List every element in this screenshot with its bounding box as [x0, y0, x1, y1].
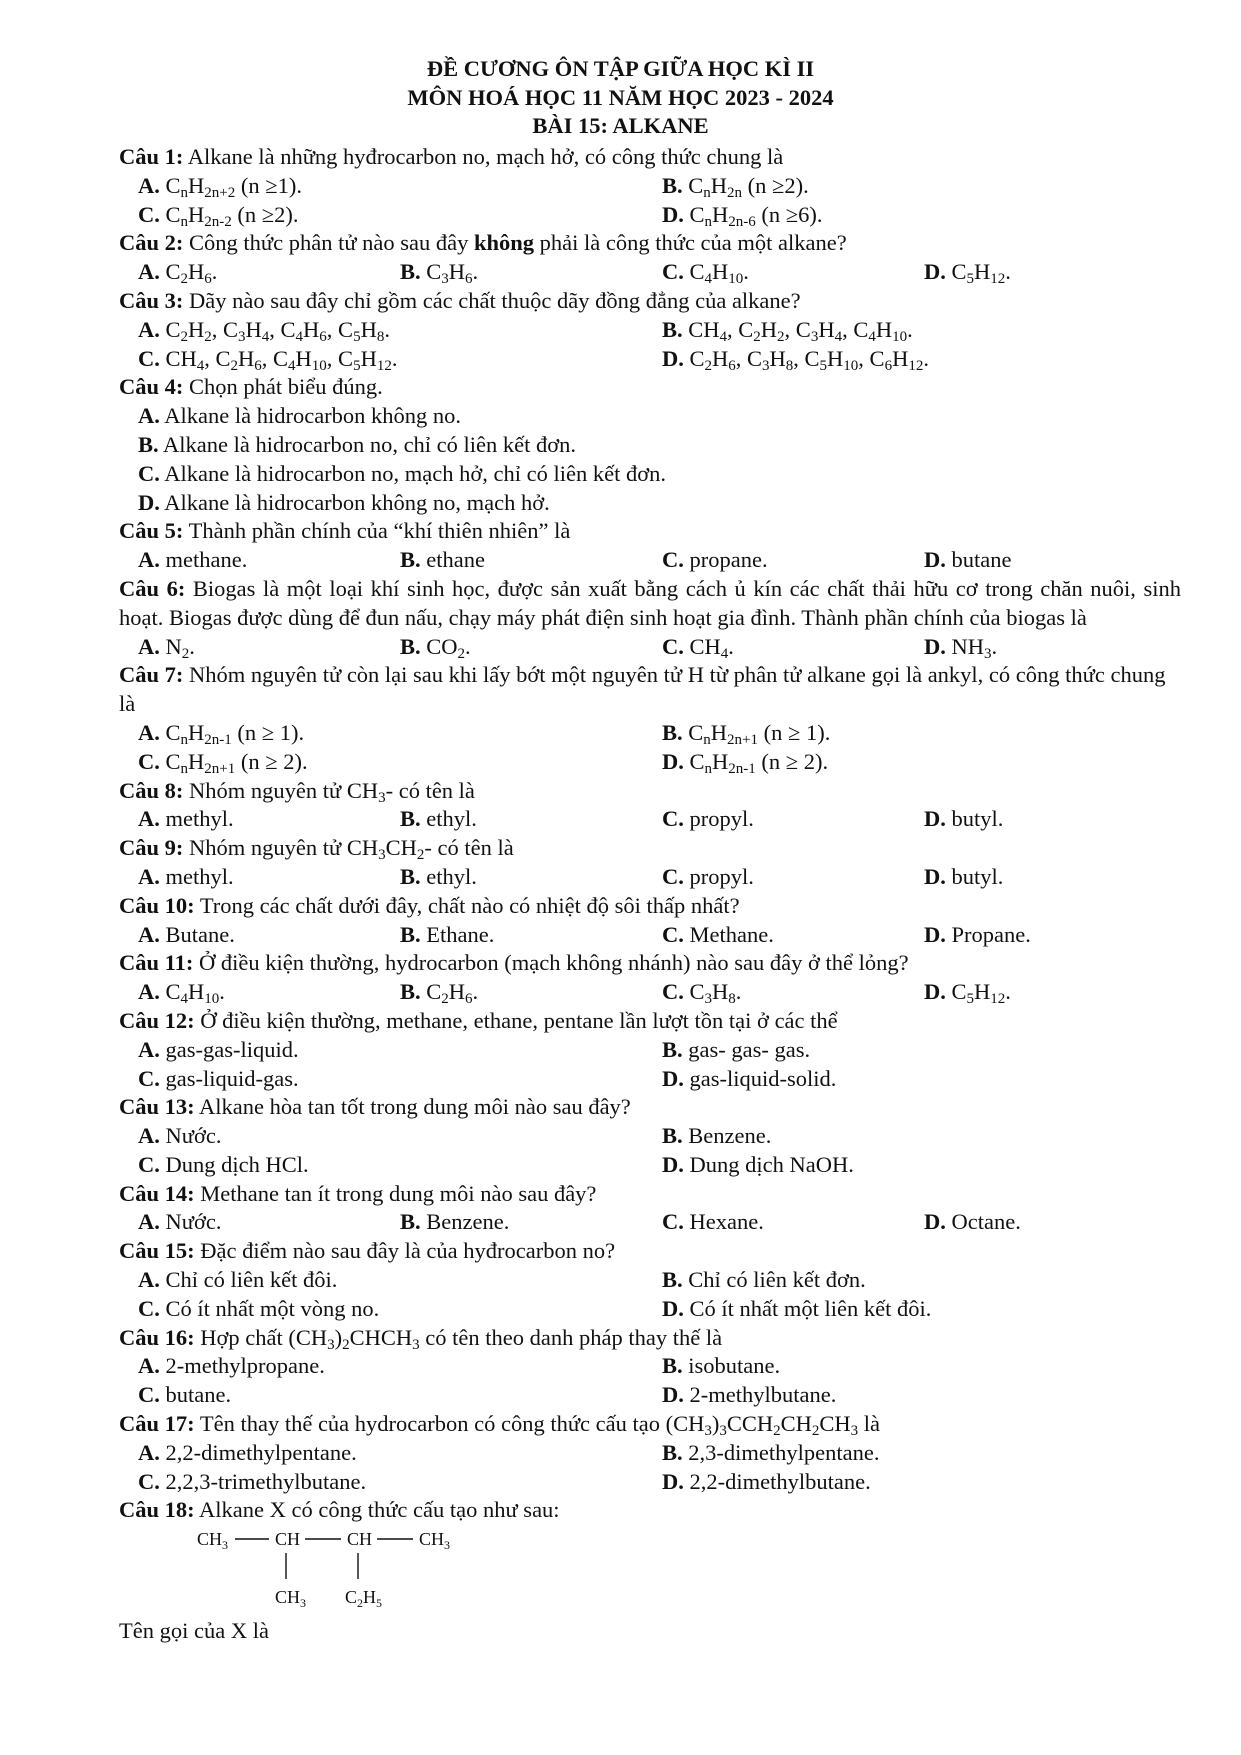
option-letter: D.	[924, 259, 946, 285]
option-letter: A.	[138, 1123, 160, 1149]
option-text: Dung dịch HCl.	[159, 1151, 309, 1177]
answer-options	[119, 863, 1181, 892]
question-label: Câu 5:	[119, 518, 184, 544]
option-text: $NH_3$.	[945, 633, 998, 662]
option-letter: D.	[662, 1468, 684, 1494]
answer-option-d	[924, 978, 1181, 1007]
answer-option-b	[662, 1439, 1181, 1468]
question-label: Câu 7:	[119, 662, 184, 688]
option-letter: A.	[138, 1209, 160, 1235]
structural-formula	[197, 1527, 1181, 1613]
answer-options	[119, 921, 1181, 950]
option-letter: A.	[138, 316, 160, 342]
answer-options	[119, 1439, 1181, 1497]
option-letter: B.	[400, 806, 421, 832]
question-label: Câu 10:	[119, 892, 195, 918]
question-text: Nhóm nguyên tử $CH_3-$ có tên là	[183, 777, 475, 806]
option-text: $C_nH_{2n-6}$ (n ≥6).	[683, 201, 823, 230]
option-text: ethyl.	[420, 863, 477, 889]
answer-option-a	[138, 921, 400, 950]
option-text: Chỉ có liên kết đôi.	[159, 1267, 338, 1293]
answer-option-c	[662, 863, 924, 892]
option-text: $CH_4$.	[683, 633, 734, 662]
option-text: Methane.	[683, 921, 774, 947]
question-text: Alkane X có công thức cấu tạo như sau:	[194, 1497, 560, 1523]
question-label: Câu 9:	[119, 835, 184, 861]
option-letter: B.	[400, 1209, 421, 1235]
question-label: Câu 15:	[119, 1238, 195, 1264]
question-text: Alkane là những hyđrocarbon no, mạch hở, có công thức chung là	[183, 144, 784, 169]
answer-option-b	[662, 1122, 1181, 1151]
answer-option-d	[662, 1468, 1181, 1497]
option-letter: C.	[662, 863, 684, 889]
option-text: $C_5H_{12}$.	[945, 979, 1011, 1008]
option-text: $C_2H_2$, $C_3H_4$, $C_4H_6$, $C_5H_8$.	[159, 316, 390, 345]
question-text: Thành phần chính của “khí thiên nhiên” là	[183, 518, 571, 544]
answer-option-a	[138, 1036, 662, 1065]
option-text: Có ít nhất một vòng no.	[159, 1295, 380, 1321]
option-text: $C_nH_{2n+1}$ (n ≥ 1).	[682, 719, 831, 748]
option-letter: B.	[400, 863, 421, 889]
closing-prompt: Tên gọi của X là	[119, 1618, 269, 1644]
option-letter: B.	[662, 1267, 683, 1293]
option-letter: C.	[662, 979, 684, 1005]
option-letter: A.	[138, 979, 160, 1005]
option-letter: B.	[662, 719, 683, 745]
structural-formula-drawing	[197, 1527, 497, 1613]
answer-option-a	[138, 1208, 400, 1237]
option-text: $C_4H_{10}$.	[683, 259, 749, 288]
question-text: Methane tan ít trong dung môi nào sau đây?	[194, 1180, 597, 1206]
option-letter: A.	[138, 921, 160, 947]
option-text: Alkane là hidrocarbon no, chỉ có liên kết đơn.	[158, 431, 577, 457]
question-18	[119, 1496, 1181, 1525]
answer-option-a	[138, 719, 662, 748]
option-text: $C_nH_{2n}$ (n ≥2).	[682, 172, 809, 201]
option-text: Ethane.	[420, 921, 495, 947]
option-letter: B.	[662, 1036, 683, 1062]
header-lesson: BÀI 15: ALKANE	[532, 113, 709, 138]
question-text: Nhóm nguyên tử còn lại sau khi lấy bớt một nguyên tử H từ phân tử alkane gọi là ankyl, có công thức chung là	[119, 662, 1166, 717]
answer-option-a	[138, 316, 662, 345]
option-letter: B.	[400, 979, 421, 1005]
option-letter: A.	[138, 1353, 160, 1379]
answer-option-c	[138, 748, 662, 777]
question-text: Nhóm nguyên tử $CH_3CH_2-$ có tên là	[183, 835, 514, 864]
question-label: Câu 12:	[119, 1007, 195, 1033]
answer-option-b	[662, 316, 1181, 345]
question-label: Câu 16:	[119, 1324, 195, 1350]
option-letter: C.	[138, 1382, 160, 1408]
option-text: $CH_4$, $C_2H_6$, $C_4H_{10}$, $C_5H_{12}$.	[159, 345, 398, 374]
answer-option-d	[662, 201, 1181, 230]
answer-options	[119, 402, 1181, 517]
question-text: Trong các chất dưới đây, chất nào có nhiệt độ sôi thấp nhất?	[194, 892, 740, 918]
option-text: Benzene.	[420, 1209, 510, 1235]
answer-option-b	[400, 633, 662, 662]
question-8	[119, 777, 1181, 806]
option-letter: C.	[662, 259, 684, 285]
option-text: Butane.	[159, 921, 235, 947]
option-text: Alkane là hidrocarbon no, mạch hở, chỉ có liên kết đơn.	[159, 460, 667, 486]
chain-atom-1: $CH_3$	[197, 1529, 229, 1553]
option-letter: D.	[662, 201, 684, 227]
option-letter: D.	[924, 633, 946, 659]
option-letter: B.	[400, 547, 421, 573]
option-text: propane.	[683, 547, 768, 573]
option-letter: D.	[924, 921, 946, 947]
answer-option-b	[400, 1208, 662, 1237]
option-text: Octane.	[945, 1209, 1021, 1235]
option-letter: D.	[924, 863, 946, 889]
option-text: $C_3H_8$.	[683, 979, 742, 1008]
option-text: methyl.	[159, 806, 234, 832]
question-4	[119, 373, 1181, 402]
option-text: $C_4H_{10}$.	[159, 979, 225, 1008]
option-text: propyl.	[683, 806, 754, 832]
answer-option-b	[662, 1036, 1181, 1065]
answer-option-d	[662, 345, 1181, 374]
answer-option-c	[662, 921, 924, 950]
question-text: Chọn phát biểu đúng.	[183, 374, 383, 400]
option-text: butane.	[159, 1382, 232, 1408]
option-text: $C_nH_{2n-1}$ (n ≥ 2).	[683, 748, 829, 777]
option-letter: D.	[924, 1209, 946, 1235]
question-5	[119, 517, 1181, 546]
option-letter: A.	[138, 806, 160, 832]
option-text: $C_nH_{2n+1}$ (n ≥ 2).	[159, 748, 308, 777]
answer-option-b	[400, 921, 662, 950]
answer-options	[119, 1122, 1181, 1180]
option-letter: C.	[138, 460, 160, 486]
option-text: Nước.	[159, 1123, 222, 1149]
option-text: Có ít nhất một liên kết đôi.	[683, 1295, 932, 1321]
answer-option-a	[138, 863, 400, 892]
option-text: Dung dịch NaOH.	[683, 1151, 854, 1177]
option-letter: A.	[138, 719, 160, 745]
option-text: $C_nH_{2n-1}$ (n ≥ 1).	[159, 719, 305, 748]
answer-options	[119, 1266, 1181, 1324]
option-text: butane	[945, 547, 1012, 573]
option-letter: C.	[138, 1295, 160, 1321]
option-letter: B.	[400, 259, 421, 285]
answer-option-b	[662, 1266, 1181, 1295]
option-text: 2-methylpropane.	[159, 1353, 325, 1379]
answer-option-c	[138, 345, 662, 374]
option-letter: A.	[138, 863, 160, 889]
option-text: ethyl.	[420, 806, 477, 832]
answer-option-c	[662, 978, 924, 1007]
question-7	[119, 661, 1181, 719]
option-letter: D.	[924, 806, 946, 832]
option-text: $CH_4$, $C_2H_2$, $C_3H_4$, $C_4H_{10}$.	[682, 316, 913, 345]
branch-ethyl: $C_2H_5$	[345, 1587, 383, 1611]
answer-options	[119, 1352, 1181, 1410]
answer-option-c	[662, 633, 924, 662]
option-text: 2,2-dimethylbutane.	[683, 1468, 871, 1494]
option-letter: C.	[662, 1209, 684, 1235]
answer-option-a	[138, 258, 400, 287]
option-letter: B.	[662, 1123, 683, 1149]
answer-option-c	[662, 546, 924, 575]
answer-option-a	[138, 1352, 662, 1381]
answer-options	[119, 1208, 1181, 1237]
question-label: Câu 13:	[119, 1094, 195, 1120]
option-text: $C_nH_{2n+2}$ (n ≥1).	[159, 172, 302, 201]
option-text: $C_2H_6$.	[159, 259, 218, 288]
option-letter: D.	[662, 345, 684, 371]
answer-option-b	[400, 258, 662, 287]
question-12	[119, 1007, 1181, 1036]
option-letter: A.	[138, 172, 160, 198]
question-label: Câu 17:	[119, 1411, 195, 1437]
answer-option-b	[662, 172, 1181, 201]
header-title: ĐỀ CƯƠNG ÔN TẬP GIỮA HỌC KÌ II	[426, 56, 815, 81]
answer-options	[119, 1036, 1181, 1094]
answer-options	[119, 172, 1181, 230]
question-1	[119, 143, 1181, 172]
option-text: Alkane là hidrocarbon không no, mạch hở.	[159, 489, 550, 515]
answer-option-d	[924, 258, 1181, 287]
document-header	[0, 55, 1241, 141]
answer-option-d	[924, 805, 1181, 834]
question-label: Câu 4:	[119, 374, 184, 400]
option-letter: D.	[662, 748, 684, 774]
answer-option-c	[662, 805, 924, 834]
option-text: $C_3H_6$.	[420, 259, 479, 288]
option-letter: C.	[662, 633, 684, 659]
option-letter: D.	[662, 1382, 684, 1408]
answer-option-c	[138, 1065, 662, 1094]
option-text: Alkane là hidrocarbon không no.	[159, 403, 462, 429]
answer-options	[119, 978, 1181, 1007]
option-text: $C_2H_6$, $C_3H_8$, $C_5H_{10}$, $C_6H_{12}$.	[683, 345, 929, 374]
option-text: gas- gas- gas.	[682, 1036, 811, 1062]
question-9	[119, 834, 1181, 863]
answer-option-d	[924, 1208, 1181, 1237]
option-text: methane.	[159, 547, 248, 573]
question-2	[119, 229, 1181, 258]
question-text: Đặc điểm nào sau đây là của hyđrocarbon no?	[194, 1238, 616, 1264]
answer-option-b	[400, 805, 662, 834]
option-letter: D.	[138, 489, 160, 515]
option-letter: D.	[924, 547, 946, 573]
question-13	[119, 1093, 1181, 1122]
question-10	[119, 892, 1181, 921]
option-text: butyl.	[945, 863, 1004, 889]
answer-option-b	[400, 546, 662, 575]
option-letter: B.	[400, 921, 421, 947]
question-text: Công thức phân tử nào sau đây không phải là công thức của một alkane?	[183, 230, 847, 256]
answer-option-c	[662, 258, 924, 287]
option-text: 2,2-dimethylpentane.	[159, 1439, 357, 1465]
answer-option-b	[400, 863, 662, 892]
option-letter: C.	[662, 921, 684, 947]
option-text: 2,2,3-trimethylbutane.	[159, 1468, 367, 1494]
question-text: Ở điều kiện thường, hydrocarbon (mạch không nhánh) nào sau đây ở thể lỏng?	[193, 950, 909, 976]
option-letter: C.	[138, 748, 160, 774]
answer-option-c	[138, 1381, 662, 1410]
question-text: Biogas là một loại khí sinh học, được sản xuất bằng cách ủ kín các chất thải hữu cơ trong chăn nuôi, sinh hoạt. Biogas được dùng để đun nấu, chạy máy phát điện sinh hoạt gia đình. Thành phần chính của biogas là	[119, 575, 1181, 630]
question-3	[119, 287, 1181, 316]
option-letter: A.	[138, 403, 160, 429]
answer-option-d	[138, 489, 1181, 518]
answer-option-c	[138, 1151, 662, 1180]
answer-option-c	[138, 201, 662, 230]
answer-option-d	[924, 921, 1181, 950]
answer-options	[119, 805, 1181, 834]
chain-atom-2: CH	[275, 1529, 301, 1550]
question-label: Câu 1:	[119, 144, 184, 169]
answer-option-a	[138, 546, 400, 575]
answer-option-a	[138, 805, 400, 834]
option-letter: B.	[662, 1439, 683, 1465]
option-text: methyl.	[159, 863, 234, 889]
option-letter: C.	[662, 806, 684, 832]
question-text: Dãy nào sau đây chỉ gồm các chất thuộc dãy đồng đẳng của alkane?	[183, 287, 801, 313]
question-15	[119, 1237, 1181, 1266]
answer-option-c	[138, 460, 1181, 489]
option-letter: B.	[400, 633, 421, 659]
option-text: propyl.	[683, 863, 754, 889]
answer-option-d	[662, 1295, 1181, 1324]
question-text: Alkane hòa tan tốt trong dung môi nào sau đây?	[194, 1094, 631, 1120]
question-list	[119, 143, 1181, 1646]
option-letter: B.	[138, 431, 159, 457]
option-letter: D.	[662, 1295, 684, 1321]
option-letter: C.	[138, 345, 160, 371]
option-letter: A.	[138, 633, 160, 659]
option-letter: A.	[138, 1439, 160, 1465]
option-text: $C_2H_6$.	[420, 979, 479, 1008]
option-letter: B.	[662, 1353, 683, 1379]
answer-option-d	[662, 1065, 1181, 1094]
option-letter: C.	[138, 1468, 160, 1494]
answer-option-b	[662, 1352, 1181, 1381]
question-text: Tên thay thế của hydrocarbon có công thức cấu tạo $(CH_3)_3CCH_2CH_2CH_3$ là	[194, 1411, 881, 1440]
option-text: Benzene.	[682, 1123, 772, 1149]
question-6	[119, 575, 1181, 633]
option-text: ethane	[420, 547, 485, 573]
question-14	[119, 1180, 1181, 1209]
question-label: Câu 3:	[119, 287, 184, 313]
branch-methyl: $CH_3$	[275, 1587, 307, 1611]
option-text: Nước.	[159, 1209, 222, 1235]
question-label: Câu 8:	[119, 777, 184, 803]
answer-options	[119, 719, 1181, 777]
option-text: $N_2$.	[159, 633, 195, 662]
answer-option-a	[138, 1266, 662, 1295]
option-letter: C.	[138, 1065, 160, 1091]
option-letter: D.	[662, 1065, 684, 1091]
option-letter: C.	[138, 201, 160, 227]
answer-option-a	[138, 172, 662, 201]
answer-option-c	[138, 1468, 662, 1497]
option-letter: C.	[138, 1151, 160, 1177]
option-letter: A.	[138, 547, 160, 573]
option-letter: D.	[662, 1151, 684, 1177]
question-17	[119, 1410, 1181, 1439]
option-text: butyl.	[945, 806, 1004, 832]
answer-option-d	[924, 546, 1181, 575]
question-label: Câu 11:	[119, 950, 194, 976]
question-label: Câu 18:	[119, 1497, 195, 1523]
answer-option-d	[662, 1151, 1181, 1180]
option-text: isobutane.	[682, 1353, 781, 1379]
option-letter: C.	[662, 547, 684, 573]
chain-atom-3: CH	[347, 1529, 373, 1550]
option-text: $C_5H_{12}$.	[945, 259, 1011, 288]
option-letter: A.	[138, 1036, 160, 1062]
header-subject: MÔN HOÁ HỌC 11 NĂM HỌC 2023 - 2024	[407, 84, 834, 110]
answer-options	[119, 316, 1181, 374]
option-text: Propane.	[945, 921, 1031, 947]
option-text: $CO_2$.	[420, 633, 471, 662]
option-letter: A.	[138, 259, 160, 285]
option-text: Hexane.	[683, 1209, 764, 1235]
option-text: 2,3-dimethylpentane.	[682, 1439, 880, 1465]
option-text: gas-liquid-gas.	[159, 1065, 299, 1091]
answer-option-b	[400, 978, 662, 1007]
question-text: Hợp chất $(CH_3)_2CHCH_3$ có tên theo danh pháp thay thế là	[194, 1324, 723, 1353]
answer-option-c	[138, 1295, 662, 1324]
option-letter: A.	[138, 1267, 160, 1293]
answer-option-d	[662, 1381, 1181, 1410]
option-letter: B.	[662, 316, 683, 342]
answer-options	[119, 258, 1181, 287]
option-text: Chỉ có liên kết đơn.	[682, 1267, 866, 1293]
option-text: gas-liquid-solid.	[683, 1065, 837, 1091]
answer-options	[119, 546, 1181, 575]
question-label: Câu 2:	[119, 230, 184, 256]
option-letter: D.	[924, 979, 946, 1005]
answer-option-a	[138, 633, 400, 662]
option-letter: B.	[662, 172, 683, 198]
answer-option-b	[138, 431, 1181, 460]
answer-option-a	[138, 978, 400, 1007]
answer-option-b	[662, 719, 1181, 748]
question-16	[119, 1324, 1181, 1353]
answer-option-a	[138, 1439, 662, 1468]
option-text: $C_nH_{2n-2}$ (n ≥2).	[159, 201, 299, 230]
answer-option-d	[924, 633, 1181, 662]
answer-option-a	[138, 402, 1181, 431]
question-text: Ở điều kiện thường, methane, ethane, pentane lần lượt tồn tại ở các thể	[194, 1007, 838, 1033]
answer-options	[119, 633, 1181, 662]
question-11	[119, 949, 1181, 978]
option-text: 2-methylbutane.	[683, 1382, 837, 1408]
answer-option-a	[138, 1122, 662, 1151]
answer-option-c	[662, 1208, 924, 1237]
answer-option-d	[662, 748, 1181, 777]
answer-option-d	[924, 863, 1181, 892]
chain-atom-4: $CH_3$	[419, 1529, 451, 1553]
option-text: gas-gas-liquid.	[159, 1036, 299, 1062]
question-label: Câu 6:	[119, 575, 186, 601]
question-label: Câu 14:	[119, 1180, 195, 1206]
